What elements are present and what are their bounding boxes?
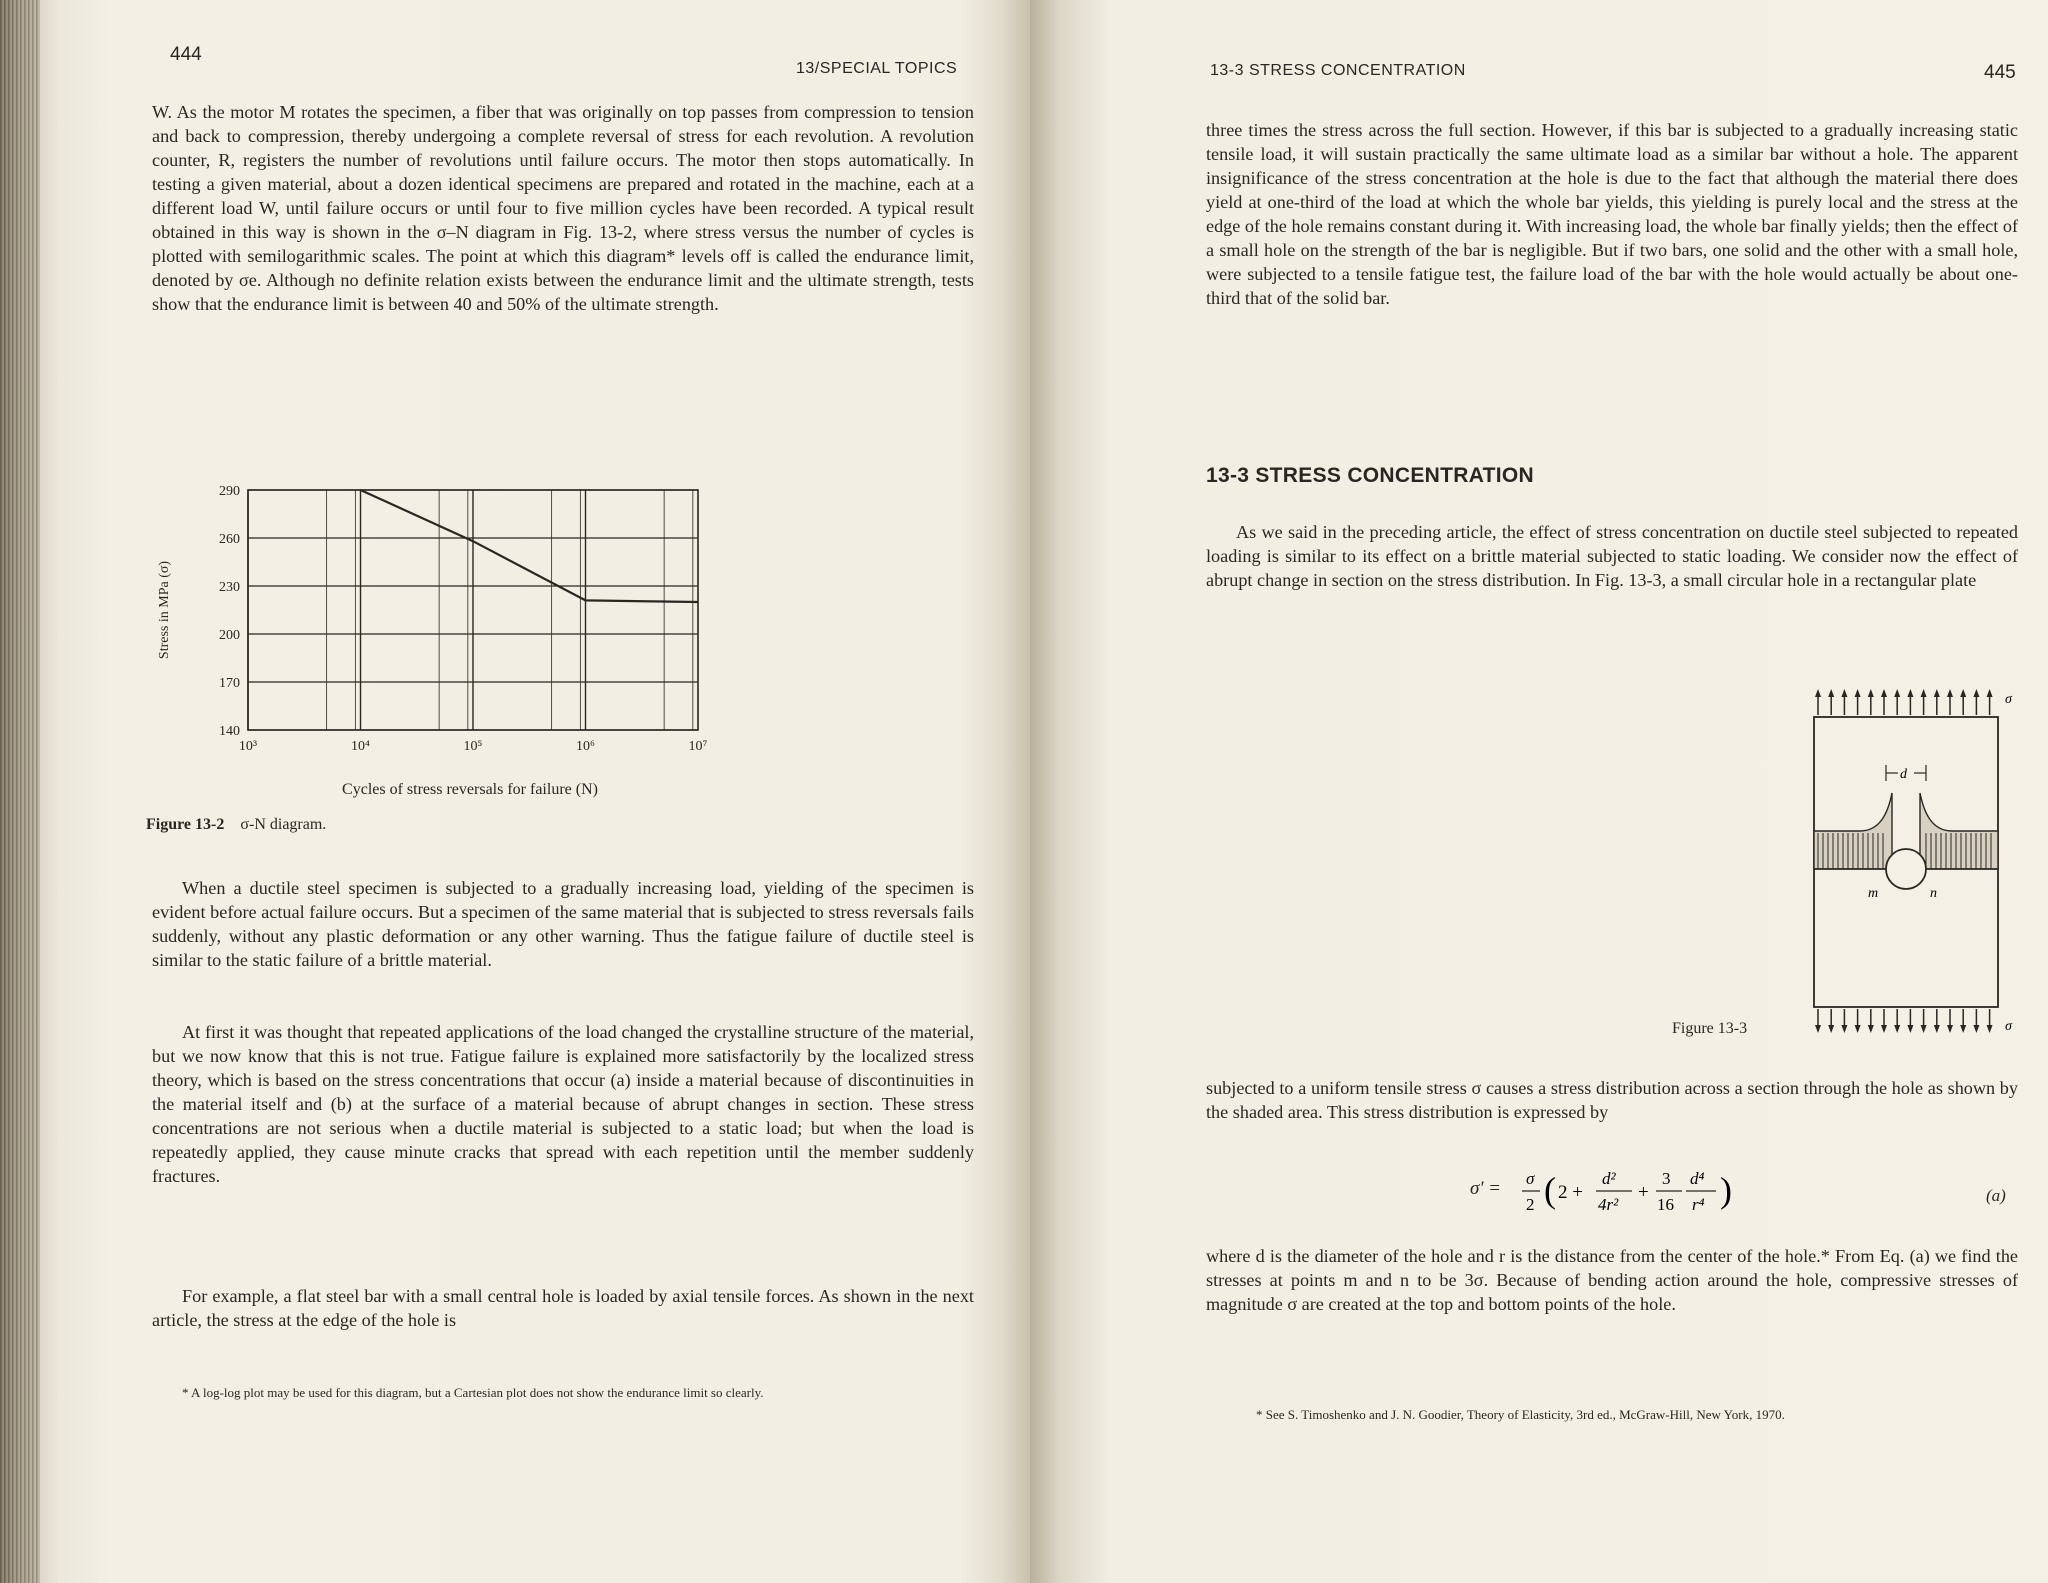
svg-text:4r²: 4r² xyxy=(1598,1195,1619,1214)
x-tick-label: 10⁵ xyxy=(463,739,483,754)
y-tick-label: 140 xyxy=(219,724,240,739)
x-tick-label: 10³ xyxy=(238,739,258,754)
chart-x-axis-label: Cycles of stress reversals for failure (N) xyxy=(342,781,598,798)
svg-text:d⁴: d⁴ xyxy=(1690,1169,1705,1188)
paragraph-right-1: three times the stress across the full section. However, if this bar is subjected to a gradually increasing static tensile load, it will sustain practically the same ultimate load as a similar bar without a hole. The apparent insignificance of the stress concentration at the hole is due to the fact that although the material there does yield at one-third of the load at which the whole bar yields, this yielding is purely local and the stress at the edge of the hole remains constant during it. With increasing load, the whole bar finally yields; then the effect of a small hole on the strength of the bar is negligible. But if two bars, one solid and the other with a small hole, were subjected to a tensile fatigue test, the failure load of the bar with the hole would actually be about one-third that of the solid bar. xyxy=(1206,120,2018,308)
x-tick-label: 10⁴ xyxy=(351,739,370,754)
x-tick-label: 10⁶ xyxy=(576,739,595,754)
y-tick-label: 290 xyxy=(219,484,240,499)
running-head-left: 13/SPECIAL TOPICS xyxy=(796,60,958,77)
svg-text:+: + xyxy=(1638,1182,1649,1203)
figure-13-2-caption xyxy=(146,816,326,834)
svg-text:3: 3 xyxy=(1662,1169,1671,1188)
svg-text:2 +: 2 + xyxy=(1558,1182,1583,1203)
svg-text:(: ( xyxy=(1544,1170,1556,1210)
chart-y-axis-label: Stress in MPa (σ) xyxy=(157,560,172,660)
y-tick-label: 260 xyxy=(219,532,240,547)
sigma-bottom-label: σ xyxy=(2005,1019,2012,1034)
paragraph-left-1: W. As the motor M rotates the specimen, a fiber that was originally on top passes from compression to tension and back to compression, thereby undergoing a complete reversal of stress for each revolution. A revolution counter, R, registers the number of revolutions until failure occurs. The motor then stops automatically. In testing a given material, about a dozen identical specimens are prepared and rotated in the machine, each at a different load W, until failure occurs or until four to five million cycles have been recorded. A typical result obtained in this way is shown in the σ–N diagram in Fig. 13-2, where stress versus the number of cycles is plotted with semilogarithmic scales. The point at which this diagram* levels off is called the endurance limit, denoted by σe. Although no definite relation exists between the endurance limit and the ultimate strength, tests show that the endurance limit is between 40 and 50% of the ultimate strength. xyxy=(152,102,974,314)
figure-13-2-text: σ-N diagram. xyxy=(240,816,327,833)
bottom-tension-arrows xyxy=(1815,1009,1993,1033)
svg-text:16: 16 xyxy=(1657,1195,1674,1214)
diameter-label: d xyxy=(1900,767,1907,782)
paragraph-right-4: where d is the diameter of the hole and r is the distance from the center of the hole.* From Eq. (a) we find the stresses at points m and n to be 3σ. Because of bending action around the hole, compressive stresses of magnitude σ are created at the top and bottom points of the hole. xyxy=(1206,1246,2018,1314)
section-heading: 13-3 STRESS CONCENTRATION xyxy=(1206,464,1534,487)
svg-text:r⁴: r⁴ xyxy=(1692,1195,1705,1214)
paragraph-left-3: At first it was thought that repeated applications of the load changed the crystalline structure of the material, but we now know that this is not true. Fatigue failure is explained more satisfactorily by the localized stress theory, which is based on the stress concentrations that occur (a) inside a material because of discontinuities in the material itself and (b) at the surface of a material because of abrupt changes in section. These stress concentrations are not serious when a ductile material is subjected to a static load; but when the load is repeatedly applied, they cause minute cracks that spread with each repetition until the member suddenly fractures. xyxy=(152,1022,974,1186)
chart-grid xyxy=(248,490,698,730)
paragraph-left-4: For example, a flat steel bar with a small central hole is loaded by axial tensile forces. As shown in the next article, the stress at the edge of the hole is xyxy=(152,1286,974,1330)
point-n-label: n xyxy=(1930,886,1937,901)
page-number-right: 445 xyxy=(1984,62,2016,83)
y-tick-label: 170 xyxy=(219,676,240,691)
y-tick-label: 200 xyxy=(219,628,240,643)
footnote-left: * A log-log plot may be used for this diagram, but a Cartesian plot does not show the endurance limit so clearly. xyxy=(182,1385,764,1400)
paragraph-left-2: When a ductile steel specimen is subjected to a gradually increasing load, yielding of the specimen is evident before actual failure occurs. But a specimen of the same material that is subjected to stress reversals fails suddenly, without any plastic deformation or any other warning. Thus the fatigue failure of ductile steel is similar to the static failure of a brittle material. xyxy=(152,878,974,970)
page-number-left: 444 xyxy=(170,44,202,65)
equation-lhs: σ' = xyxy=(1470,1178,1502,1199)
x-tick-label: 10⁷ xyxy=(688,739,708,754)
svg-text:d²: d² xyxy=(1602,1169,1616,1188)
figure-13-3-caption: Figure 13-3 xyxy=(1672,1020,1748,1037)
svg-text:σ: σ xyxy=(1526,1169,1535,1188)
page-edge-stack xyxy=(0,0,40,1583)
equation-13-a xyxy=(1520,1158,1780,1228)
paragraph-right-3: subjected to a uniform tensile stress σ causes a stress distribution across a section through the hole as shown by the shaded area. This stress distribution is expressed by xyxy=(1206,1078,2018,1122)
paragraph-right-2: As we said in the preceding article, the effect of stress concentration on ductile steel subjected to repeated loading is similar to its effect on a brittle material subjected to static loading. We consider now the effect of abrupt change in section on the stress distribution. In Fig. 13-3, a small circular hole in a rectangular plate xyxy=(1206,522,2018,590)
sigma-top-label: σ xyxy=(2005,692,2012,707)
circular-hole xyxy=(1886,849,1926,889)
figure-13-3-plate-diagram xyxy=(1800,685,2040,1035)
chart-series-line xyxy=(361,490,699,602)
svg-text:): ) xyxy=(1720,1170,1732,1210)
footnote-right: * See S. Timoshenko and J. N. Goodier, Theory of Elasticity, 3rd ed., McGraw-Hill, New York, 1970. xyxy=(1256,1407,1785,1422)
svg-text:2: 2 xyxy=(1526,1195,1535,1214)
running-head-right: 13-3 STRESS CONCENTRATION xyxy=(1210,62,1466,79)
top-tension-arrows xyxy=(1815,689,1993,715)
sigma-n-chart xyxy=(140,478,720,808)
point-m-label: m xyxy=(1868,886,1879,901)
y-tick-label: 230 xyxy=(219,580,240,595)
equation-label: (a) xyxy=(1986,1186,2006,1205)
figure-13-2-label: Figure 13-2 xyxy=(146,816,225,833)
